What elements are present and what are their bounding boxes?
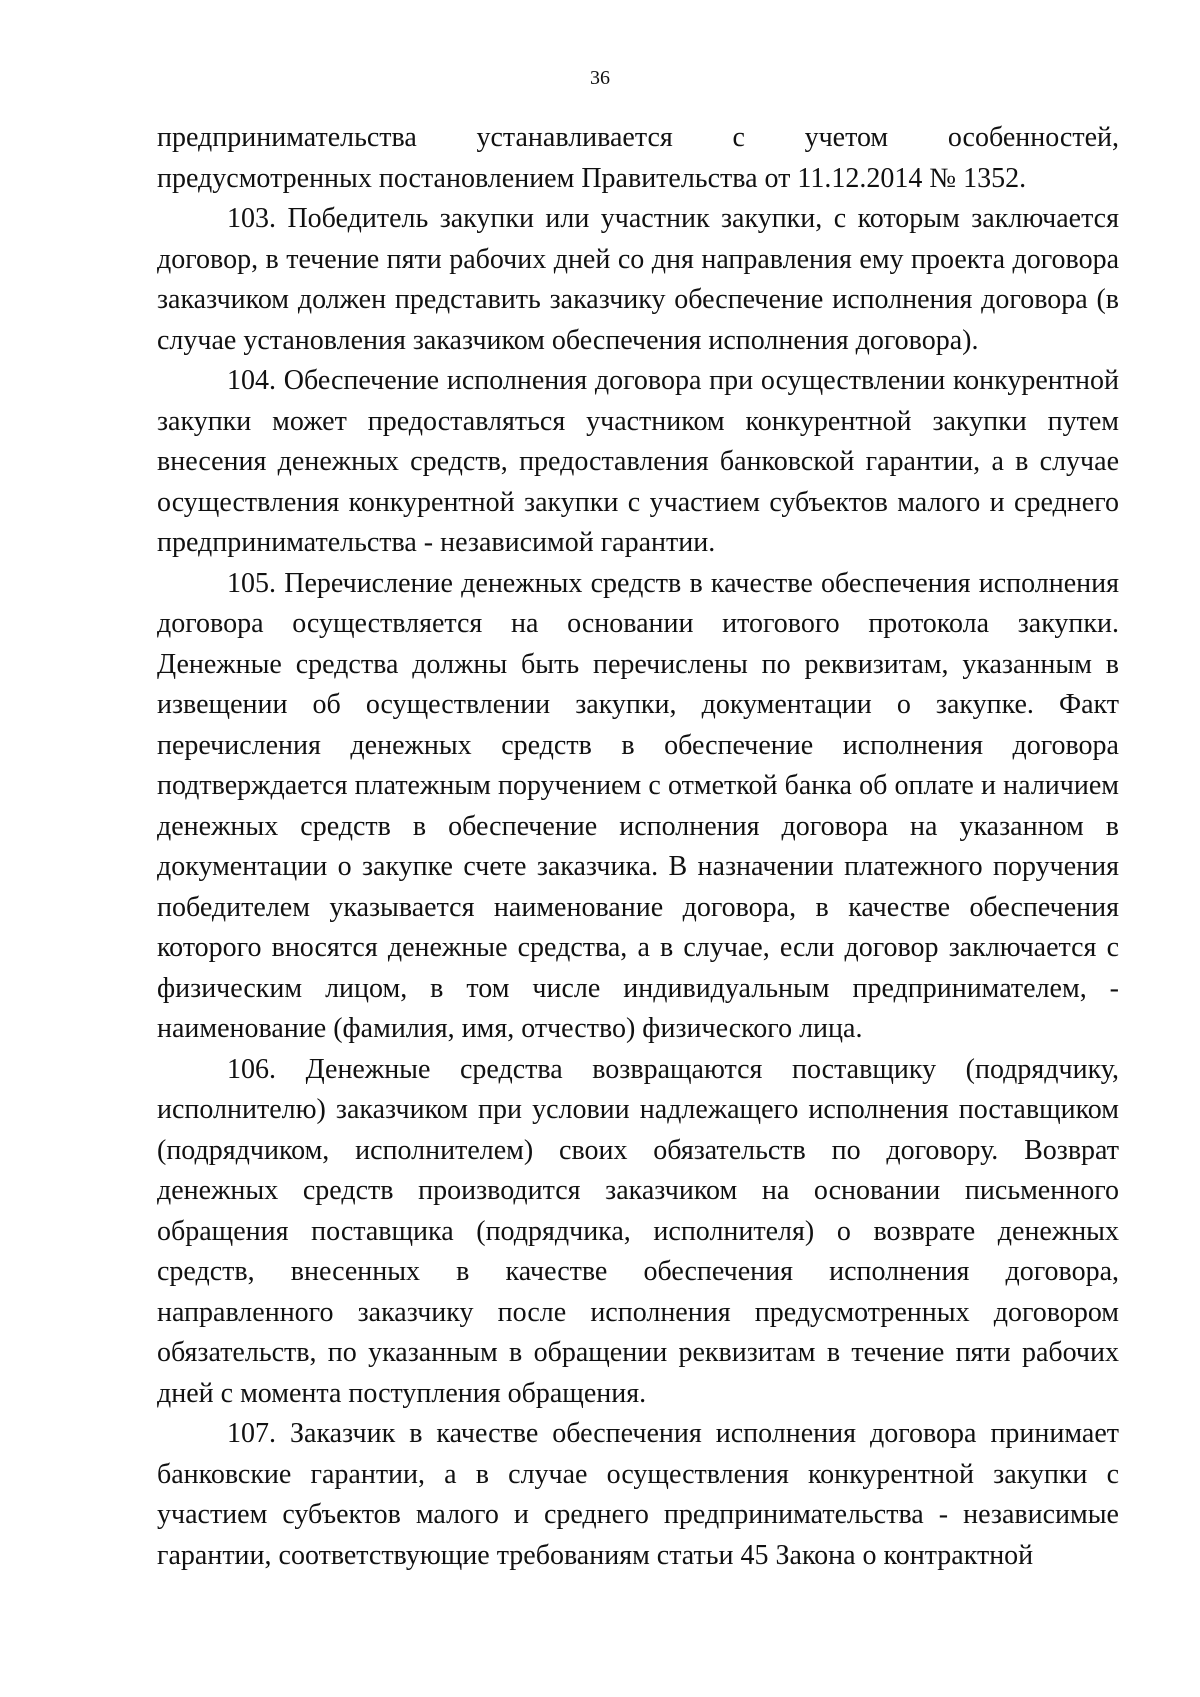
paragraph-104: 104. Обеспечение исполнения договора при осуществлении конкурентной закупки может предоставляться участником конкурентной закупки путем внесения денежных средств, предоставления банковской гарантии, а в случае осуществления конкурентной закупки с участием субъектов малого и среднего предпринимательства - независимой гарантии. <box>157 365 1119 558</box>
paragraph-107: 107. Заказчик в качестве обеспечения исполнения договора принимает банковские гарантии, а в случае осуществления конкурентной закупки с участием субъектов малого и среднего предпринимательства - независимые гарантии, соответствующие требованиям статьи 45 Закона о контрактной <box>157 1418 1119 1571</box>
document-body <box>157 118 1119 1576</box>
paragraph-continuation: предпринимательства устанавливается с учетом особенностей, предусмотренных постановлением Правительства от 11.12.2014 № 1352. <box>157 122 1119 194</box>
paragraph-103: 103. Победитель закупки или участник закупки, с которым заключается договор, в течение пяти рабочих дней со дня направления ему проекта договора заказчиком должен представить заказчику обеспечение исполнения договора (в случае установления заказчиком обеспечения исполнения договора). <box>157 203 1119 356</box>
page-number: 36 <box>590 67 610 89</box>
paragraph-105: 105. Перечисление денежных средств в качестве обеспечения исполнения договора осуществляется на основании итогового протокола закупки. Денежные средства должны быть перечислены по реквизитам, указанным в извещении об осуществлении закупки, документации о закупке. Факт перечисления денежных средств в обеспечение исполнения договора подтверждается платежным поручением с отметкой банка об оплате и наличием денежных средств в обеспечение исполнения договора на указанном в документации о закупке счете заказчика. В назначении платежного поручения победителем указывается наименование договора, в качестве обеспечения которого вносятся денежные средства, а в случае, если договор заключается с физическим лицом, в том числе индивидуальным предпринимателем, - наименование (фамилия, имя, отчество) физического лица. <box>157 567 1119 1044</box>
paragraph-106: 106. Денежные средства возвращаются поставщику (подрядчику, исполнителю) заказчиком при условии надлежащего исполнения поставщиком (подрядчиком, исполнителем) своих обязательств по договору. Возврат денежных средств производится заказчиком на основании письменного обращения поставщика (подрядчика, исполнителя) о возврате денежных средств, внесенных в качестве обеспечения исполнения договора, направленного заказчику после исполнения предусмотренных договором обязательств, по указанным в обращении реквизитам в течение пяти рабочих дней с момента поступления обращения. <box>157 1053 1119 1409</box>
